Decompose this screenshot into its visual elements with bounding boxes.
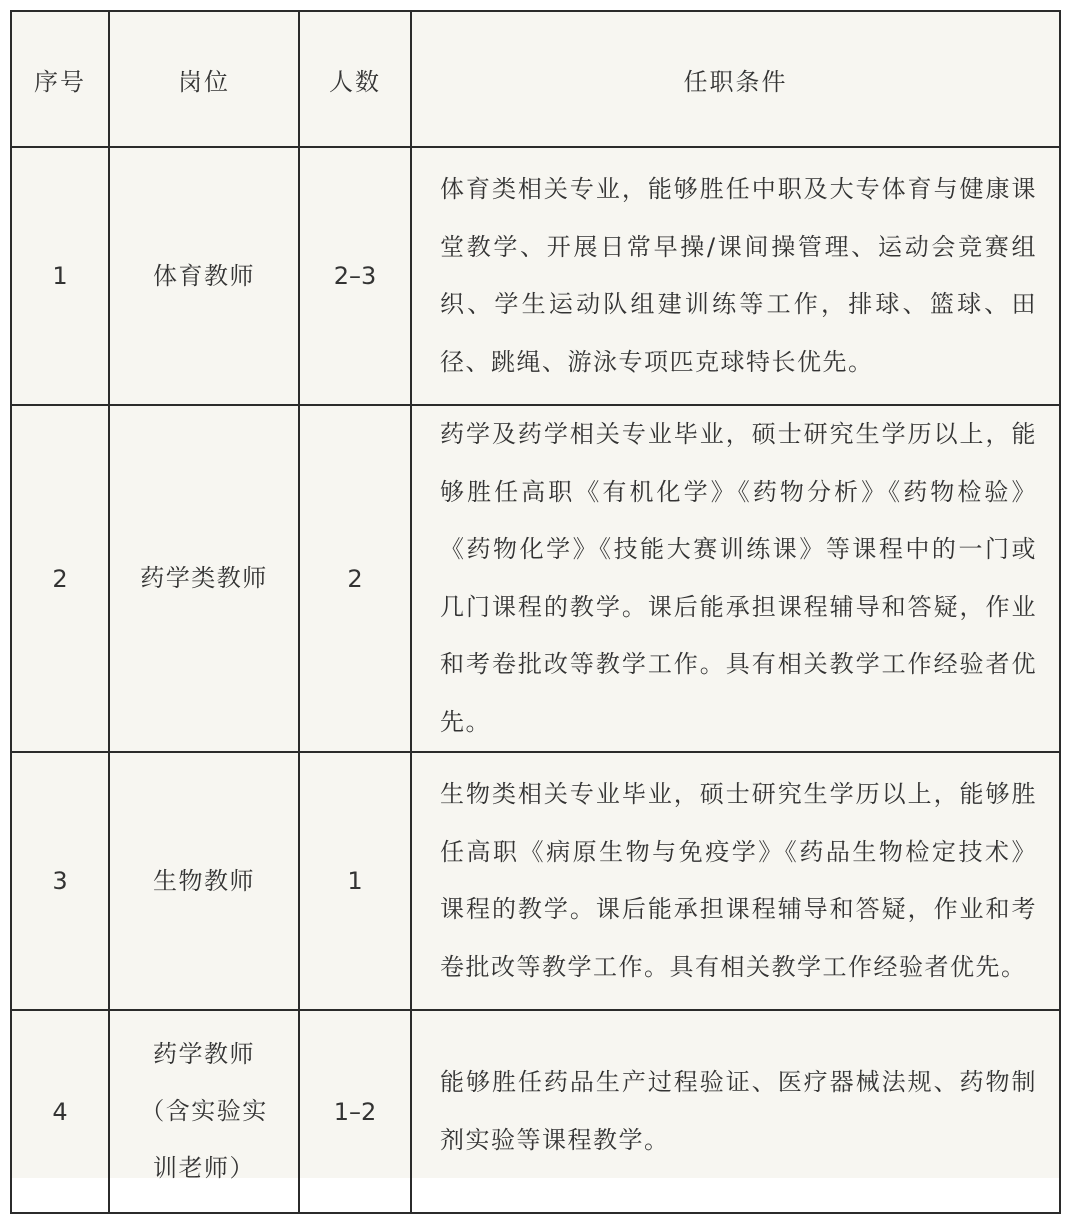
table-row — [11, 147, 1060, 405]
row-count: 2–3 — [299, 147, 411, 405]
row-requirements: 能够胜任药品生产过程验证、医疗器械法规、药物制剂实验等课程教学。 — [411, 1010, 1060, 1213]
row-position: 药学教师（含实验实训老师） — [109, 1010, 299, 1213]
job-requirements-table-container — [10, 10, 1061, 1182]
row-count: 1–2 — [299, 1010, 411, 1213]
row-count: 2 — [299, 405, 411, 752]
header-count: 人数 — [299, 11, 411, 147]
row-seq: 4 — [11, 1010, 109, 1213]
row-requirements: 体育类相关专业，能够胜任中职及大专体育与健康课堂教学、开展日常早操/课间操管理、运动会竞赛组织、学生运动队组建训练等工作，排球、篮球、田径、跳绳、游泳专项匹克球特长优先。 — [411, 147, 1060, 405]
row-position: 体育教师 — [109, 147, 299, 405]
row-seq: 3 — [11, 752, 109, 1010]
table-header-row — [11, 11, 1060, 147]
header-requirements: 任职条件 — [411, 11, 1060, 147]
table-row — [11, 405, 1060, 752]
header-position: 岗位 — [109, 11, 299, 147]
header-seq: 序号 — [11, 11, 109, 147]
row-seq: 1 — [11, 147, 109, 405]
row-count: 1 — [299, 752, 411, 1010]
job-requirements-table — [10, 10, 1061, 1214]
row-seq: 2 — [11, 405, 109, 752]
row-requirements: 生物类相关专业毕业，硕士研究生学历以上，能够胜任高职《病原生物与免疫学》《药品生物检定技术》课程的教学。课后能承担课程辅导和答疑，作业和考卷批改等教学工作。具有相关教学工作经验者优先。 — [411, 752, 1060, 1010]
row-position: 生物教师 — [109, 752, 299, 1010]
row-requirements: 药学及药学相关专业毕业，硕士研究生学历以上，能够胜任高职《有机化学》《药物分析》《药物检验》《药物化学》《技能大赛训练课》等课程中的一门或几门课程的教学。课后能承担课程辅导和答疑，作业和考卷批改等教学工作。具有相关教学工作经验者优先。 — [411, 405, 1060, 752]
row-position: 药学类教师 — [109, 405, 299, 752]
table-row — [11, 752, 1060, 1010]
table-row — [11, 1010, 1060, 1213]
